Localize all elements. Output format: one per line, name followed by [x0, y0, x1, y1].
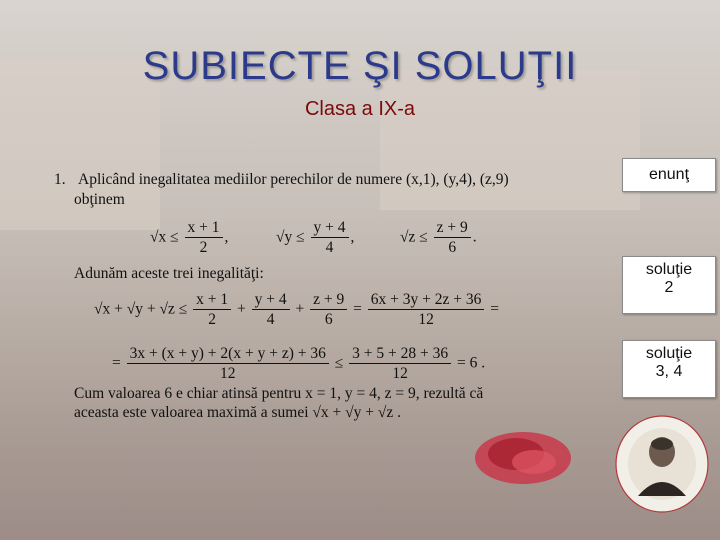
- sum2-f2-den: 12: [392, 365, 408, 383]
- solutie-2-number: 2: [664, 279, 674, 296]
- problem-number: 1.: [54, 171, 66, 188]
- rose-decoration: [468, 418, 578, 488]
- ineq-c-num: z + 9: [434, 218, 471, 238]
- ineq-a-num: x + 1: [185, 218, 223, 238]
- conclusion-line-2: aceasta este valoarea maximă a sumei √x + √y + √z .: [74, 404, 402, 421]
- solutie-3-4-label: soluţie: [645, 345, 693, 362]
- sum2-frac-2: [349, 344, 451, 384]
- problem-line-2: obţinem: [74, 191, 125, 208]
- ineq-c-sep: .: [472, 228, 477, 246]
- sum1-end: =: [490, 300, 499, 318]
- sum1-f4-den: 12: [418, 311, 434, 329]
- solutie-3-4-number: 3, 4: [655, 363, 683, 380]
- sum1-frac-3: [310, 290, 347, 330]
- inequality-b: [276, 218, 354, 258]
- ineq-b-num: y + 4: [311, 218, 349, 238]
- sum1-lhs: √x + √y + √z ≤: [94, 300, 188, 318]
- ineq-c-den: 6: [448, 239, 457, 257]
- inequality-c: [400, 218, 477, 258]
- slide-subtitle: Clasa a IX-a: [304, 98, 416, 120]
- sum-line-2: [112, 344, 485, 384]
- sum2-le: ≤: [334, 354, 344, 372]
- ineq-b-den: 4: [325, 239, 334, 257]
- ineq-b-lhs: √y ≤: [276, 228, 305, 246]
- sum1-f1-den: 2: [208, 311, 217, 329]
- sum1-eq: =: [353, 300, 362, 318]
- slide-title: SUBIECTE ŞI SOLUŢII: [142, 44, 578, 88]
- ineq-a-sep: ,: [224, 228, 229, 246]
- enunt-button[interactable]: [622, 158, 716, 192]
- school-seal-portrait: [612, 412, 712, 530]
- sum-line-1: √x + √y + √z ≤ $\frac{x + 1}{2}$ + $\frac{y + 4}{4}$ + $\frac{z + 9}{6}$ = $\frac{6x + 3y + 2z + 36}{12}$ =: [94, 291, 499, 329]
- sum1-f3-num: z + 9: [310, 290, 347, 310]
- solutie-2-label: soluţie: [645, 261, 693, 278]
- sum1-frac-2: [252, 290, 290, 330]
- inequality-a: [150, 218, 228, 258]
- ineq-b-fraction: [311, 218, 349, 258]
- sum2-f1-den: 12: [219, 365, 236, 383]
- ineq-a-fraction: [185, 218, 223, 258]
- sum2-f1-num: 3x + (x + y) + 2(x + y + z) + 36: [127, 344, 329, 364]
- sum1-f3-den: 6: [324, 311, 333, 329]
- sum1-f1-num: x + 1: [193, 290, 231, 310]
- solutie-2-button[interactable]: [622, 256, 716, 314]
- ineq-a-den: 2: [199, 239, 208, 257]
- sum2-f2-num: 3 + 5 + 28 + 36: [349, 344, 451, 364]
- problem-line-1: Aplicând inegalitatea mediilor perechilor de numere (x,1), (y,4), (z,9): [78, 171, 509, 188]
- enunt-button-label: enunţ: [648, 166, 690, 183]
- sum2-start: =: [112, 354, 121, 372]
- add-text: Adunăm aceste trei inegalităţi:: [74, 265, 264, 282]
- sum1-f2-num: y + 4: [252, 290, 290, 310]
- ineq-b-sep: ,: [350, 228, 355, 246]
- sum1-f4-num: 6x + 3y + 2z + 36: [368, 290, 485, 310]
- sum1-frac-1: [193, 290, 231, 330]
- solutie-3-4-button[interactable]: [622, 340, 716, 398]
- ineq-c-fraction: [434, 218, 471, 258]
- sum1-f2-den: 4: [266, 311, 275, 329]
- sum2-frac-1: [127, 344, 329, 384]
- conclusion-line-1: Cum valoarea 6 e chiar atinsă pentru x = 1, y = 4, z = 9, rezultă că: [74, 385, 484, 402]
- ineq-c-lhs: √z ≤: [400, 228, 428, 246]
- sum2-end: = 6 .: [456, 354, 486, 372]
- ineq-a-lhs: √x ≤: [150, 228, 179, 246]
- sum1-frac-4: [368, 290, 485, 330]
